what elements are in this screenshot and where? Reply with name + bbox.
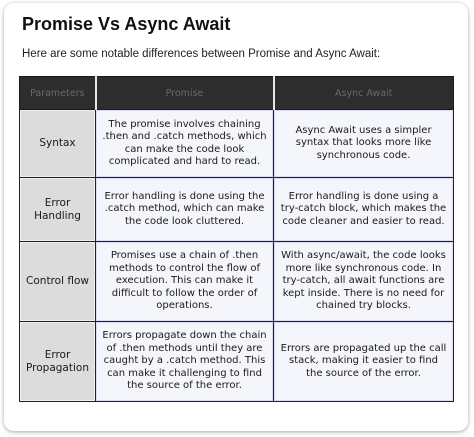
row-async-await-cell: With async/await, the code looks more like synchronous code. In try-catch, all await functions are kept inside. There is no need for chained try blocks. (274, 242, 454, 322)
comparison-table (19, 76, 454, 402)
row-parameter: Error Propagation (20, 322, 96, 402)
header-parameters: Parameters (20, 77, 96, 110)
header-async-await: Async Await (274, 77, 454, 110)
row-parameter: Syntax (20, 110, 96, 178)
table-row (20, 322, 454, 402)
intro-text: Here are some notable differences between Promise and Async Await: (22, 48, 381, 60)
row-promise-cell: Promises use a chain of .then methods to control the flow of execution. This can make it difficult to follow the order of operations. (96, 242, 274, 322)
row-async-await-cell: Errors are propagated up the call stack, making it easier to find the source of the error. (274, 322, 454, 402)
row-promise-cell: Errors propagate down the chain of .then methods until they are caught by a .catch method. This can make it challenging to find the source of the error. (96, 322, 274, 402)
table-row (20, 242, 454, 322)
row-parameter: Control flow (20, 242, 96, 322)
table-header-row (20, 77, 454, 110)
row-parameter: Error Handling (20, 178, 96, 242)
header-promise: Promise (96, 77, 274, 110)
row-async-await-cell: Async Await uses a simpler syntax that looks more like synchronous code. (274, 110, 454, 178)
row-promise-cell: Error handling is done using the .catch method, which can make the code look cluttered. (96, 178, 274, 242)
table-row (20, 178, 454, 242)
row-promise-cell: The promise involves chaining .then and .catch methods, which can make the code look complicated and hard to read. (96, 110, 274, 178)
row-async-await-cell: Error handling is done using a try-catch block, which makes the code cleaner and easier to read. (274, 178, 454, 242)
table-row (20, 110, 454, 178)
page-title: Promise Vs Async Await (22, 14, 231, 34)
